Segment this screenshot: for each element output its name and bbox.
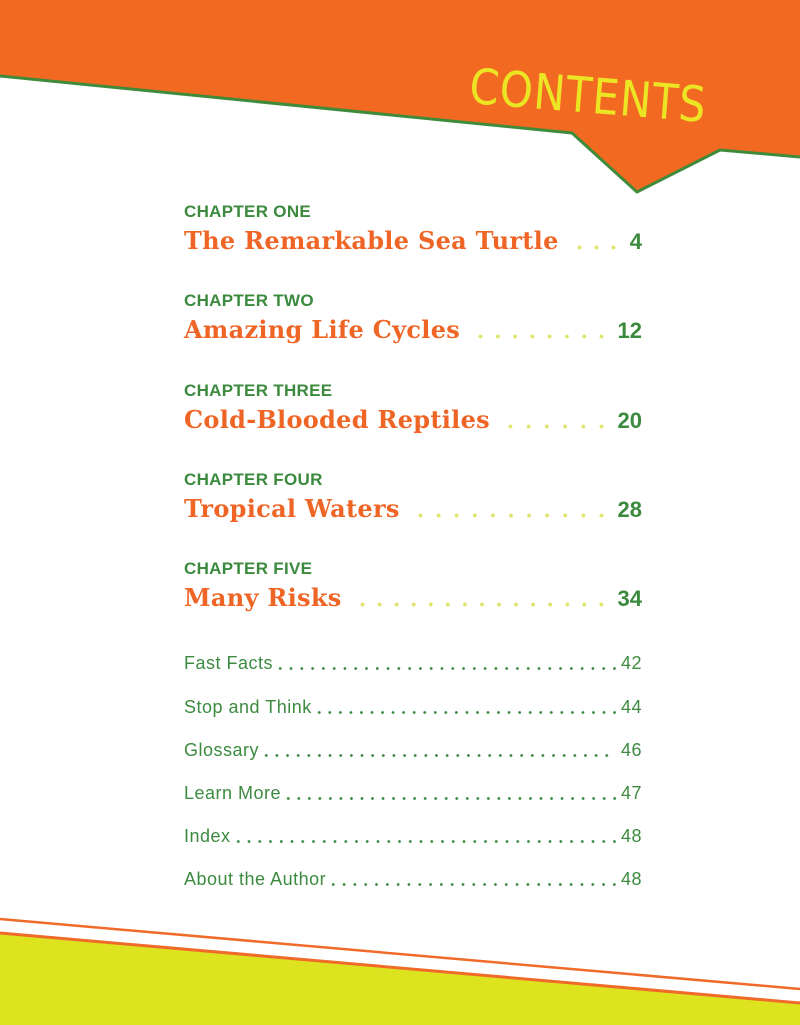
chapter-title: Tropical Waters xyxy=(184,493,400,523)
chapter-page-number: 20 xyxy=(617,407,642,433)
chapter-entry xyxy=(184,468,642,557)
back-matter-page-number: 44 xyxy=(620,696,642,717)
chapter-row xyxy=(184,314,642,346)
chapter-entry xyxy=(184,200,642,289)
back-matter-page-number: 46 xyxy=(620,739,642,760)
chapter-row xyxy=(184,582,642,614)
chapter-entry xyxy=(184,289,642,378)
back-matter-title: Index xyxy=(184,826,231,847)
chapter-page-number: 28 xyxy=(617,496,642,522)
chapter-page-number: 34 xyxy=(617,586,642,611)
chapter-row xyxy=(184,225,642,257)
chapter-row xyxy=(184,493,642,525)
chapter-row xyxy=(184,404,642,436)
back-matter-list xyxy=(184,642,642,901)
back-matter-entry xyxy=(184,772,642,815)
leader-dots xyxy=(472,334,609,339)
back-matter-title: Learn More xyxy=(184,782,282,803)
back-matter-page-number: 47 xyxy=(620,782,642,803)
chapter-label: CHAPTER THREE xyxy=(184,380,333,400)
chapter-title: Cold-Blooded Reptiles xyxy=(184,404,490,434)
leader-dots xyxy=(261,754,612,757)
chapter-list xyxy=(184,200,642,646)
back-matter-title: Fast Facts xyxy=(184,653,274,674)
leader-dots xyxy=(571,245,622,250)
leader-dots xyxy=(412,513,610,518)
chapter-label: CHAPTER TWO xyxy=(184,291,314,311)
back-matter-page-number: 48 xyxy=(620,869,642,890)
chapter-title: Many Risks xyxy=(184,583,342,612)
chapter-entry xyxy=(184,557,642,646)
back-matter-title: About the Author xyxy=(184,869,327,890)
back-matter-title: Glossary xyxy=(184,739,260,760)
back-matter-entry xyxy=(184,858,642,901)
chapter-page-number: 12 xyxy=(617,318,642,344)
back-matter-entry xyxy=(184,642,642,685)
leader-dots xyxy=(275,667,620,670)
leader-dots xyxy=(283,797,620,800)
leader-dots xyxy=(233,840,620,843)
chapter-title: The Remarkable Sea Turtle xyxy=(184,226,559,255)
chapter-label: CHAPTER ONE xyxy=(184,202,312,221)
chapter-title: Amazing Life Cycles xyxy=(184,315,461,345)
back-matter-page-number: 48 xyxy=(620,826,642,847)
leader-dots xyxy=(502,424,610,429)
leader-dots xyxy=(314,711,620,714)
chapter-label: CHAPTER FOUR xyxy=(184,469,323,489)
back-matter-page-number: 42 xyxy=(620,653,642,674)
back-matter-title: Stop and Think xyxy=(184,696,312,717)
chapter-entry xyxy=(184,379,642,468)
chapter-label: CHAPTER FIVE xyxy=(184,559,313,578)
leader-dots xyxy=(354,602,610,607)
back-matter-entry xyxy=(184,815,642,858)
back-matter-entry xyxy=(184,729,642,772)
back-matter-entry xyxy=(184,686,642,729)
chapter-page-number: 4 xyxy=(629,229,642,254)
leader-dots xyxy=(328,883,620,886)
contents-heading: CONTENTS xyxy=(467,58,709,134)
